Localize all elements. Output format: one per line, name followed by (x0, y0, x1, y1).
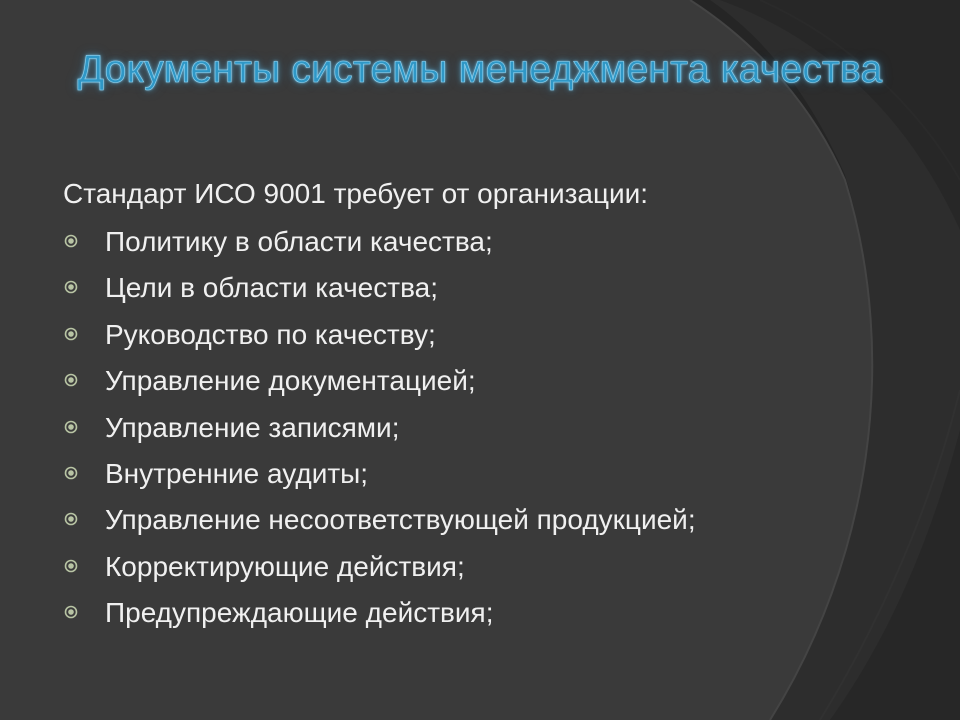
circle-target-icon (64, 280, 78, 294)
bullet-item (63, 222, 696, 268)
bullet-item (63, 268, 696, 314)
slide-title: Документы системы менеджмента качества (77, 48, 883, 91)
bullet-label: Управление несоответствующей продукцией; (105, 504, 696, 536)
intro-text: Стандарт ИСО 9001 требует от организации: (63, 178, 649, 209)
bullet-item (63, 361, 696, 407)
circle-target-icon (64, 234, 78, 248)
bullet-label: Корректирующие действия; (105, 550, 465, 582)
bullet-label: Управление документацией; (105, 365, 476, 397)
bullet-label: Управление записями; (105, 411, 400, 443)
circle-target-icon (64, 512, 78, 526)
bullet-label: Цели в области качества; (105, 272, 438, 304)
bullet-label: Предупреждающие действия; (105, 597, 494, 629)
bullet-item (63, 454, 696, 500)
bullet-label: Руководство по качеству; (105, 318, 436, 350)
bullet-item (63, 408, 696, 454)
circle-target-icon (64, 420, 78, 434)
circle-target-icon (64, 466, 78, 480)
bullet-item (63, 547, 696, 593)
bullet-label: Политику в области качества; (105, 226, 493, 257)
bullet-label: Внутренние аудиты; (105, 457, 369, 489)
circle-target-icon (64, 373, 78, 387)
bullet-item (63, 500, 696, 546)
bullet-item (63, 315, 696, 361)
circle-target-icon (64, 605, 78, 619)
bullet-list (63, 222, 696, 640)
circle-target-icon (64, 327, 78, 341)
circle-target-icon (64, 559, 78, 573)
bullet-item (63, 593, 696, 639)
